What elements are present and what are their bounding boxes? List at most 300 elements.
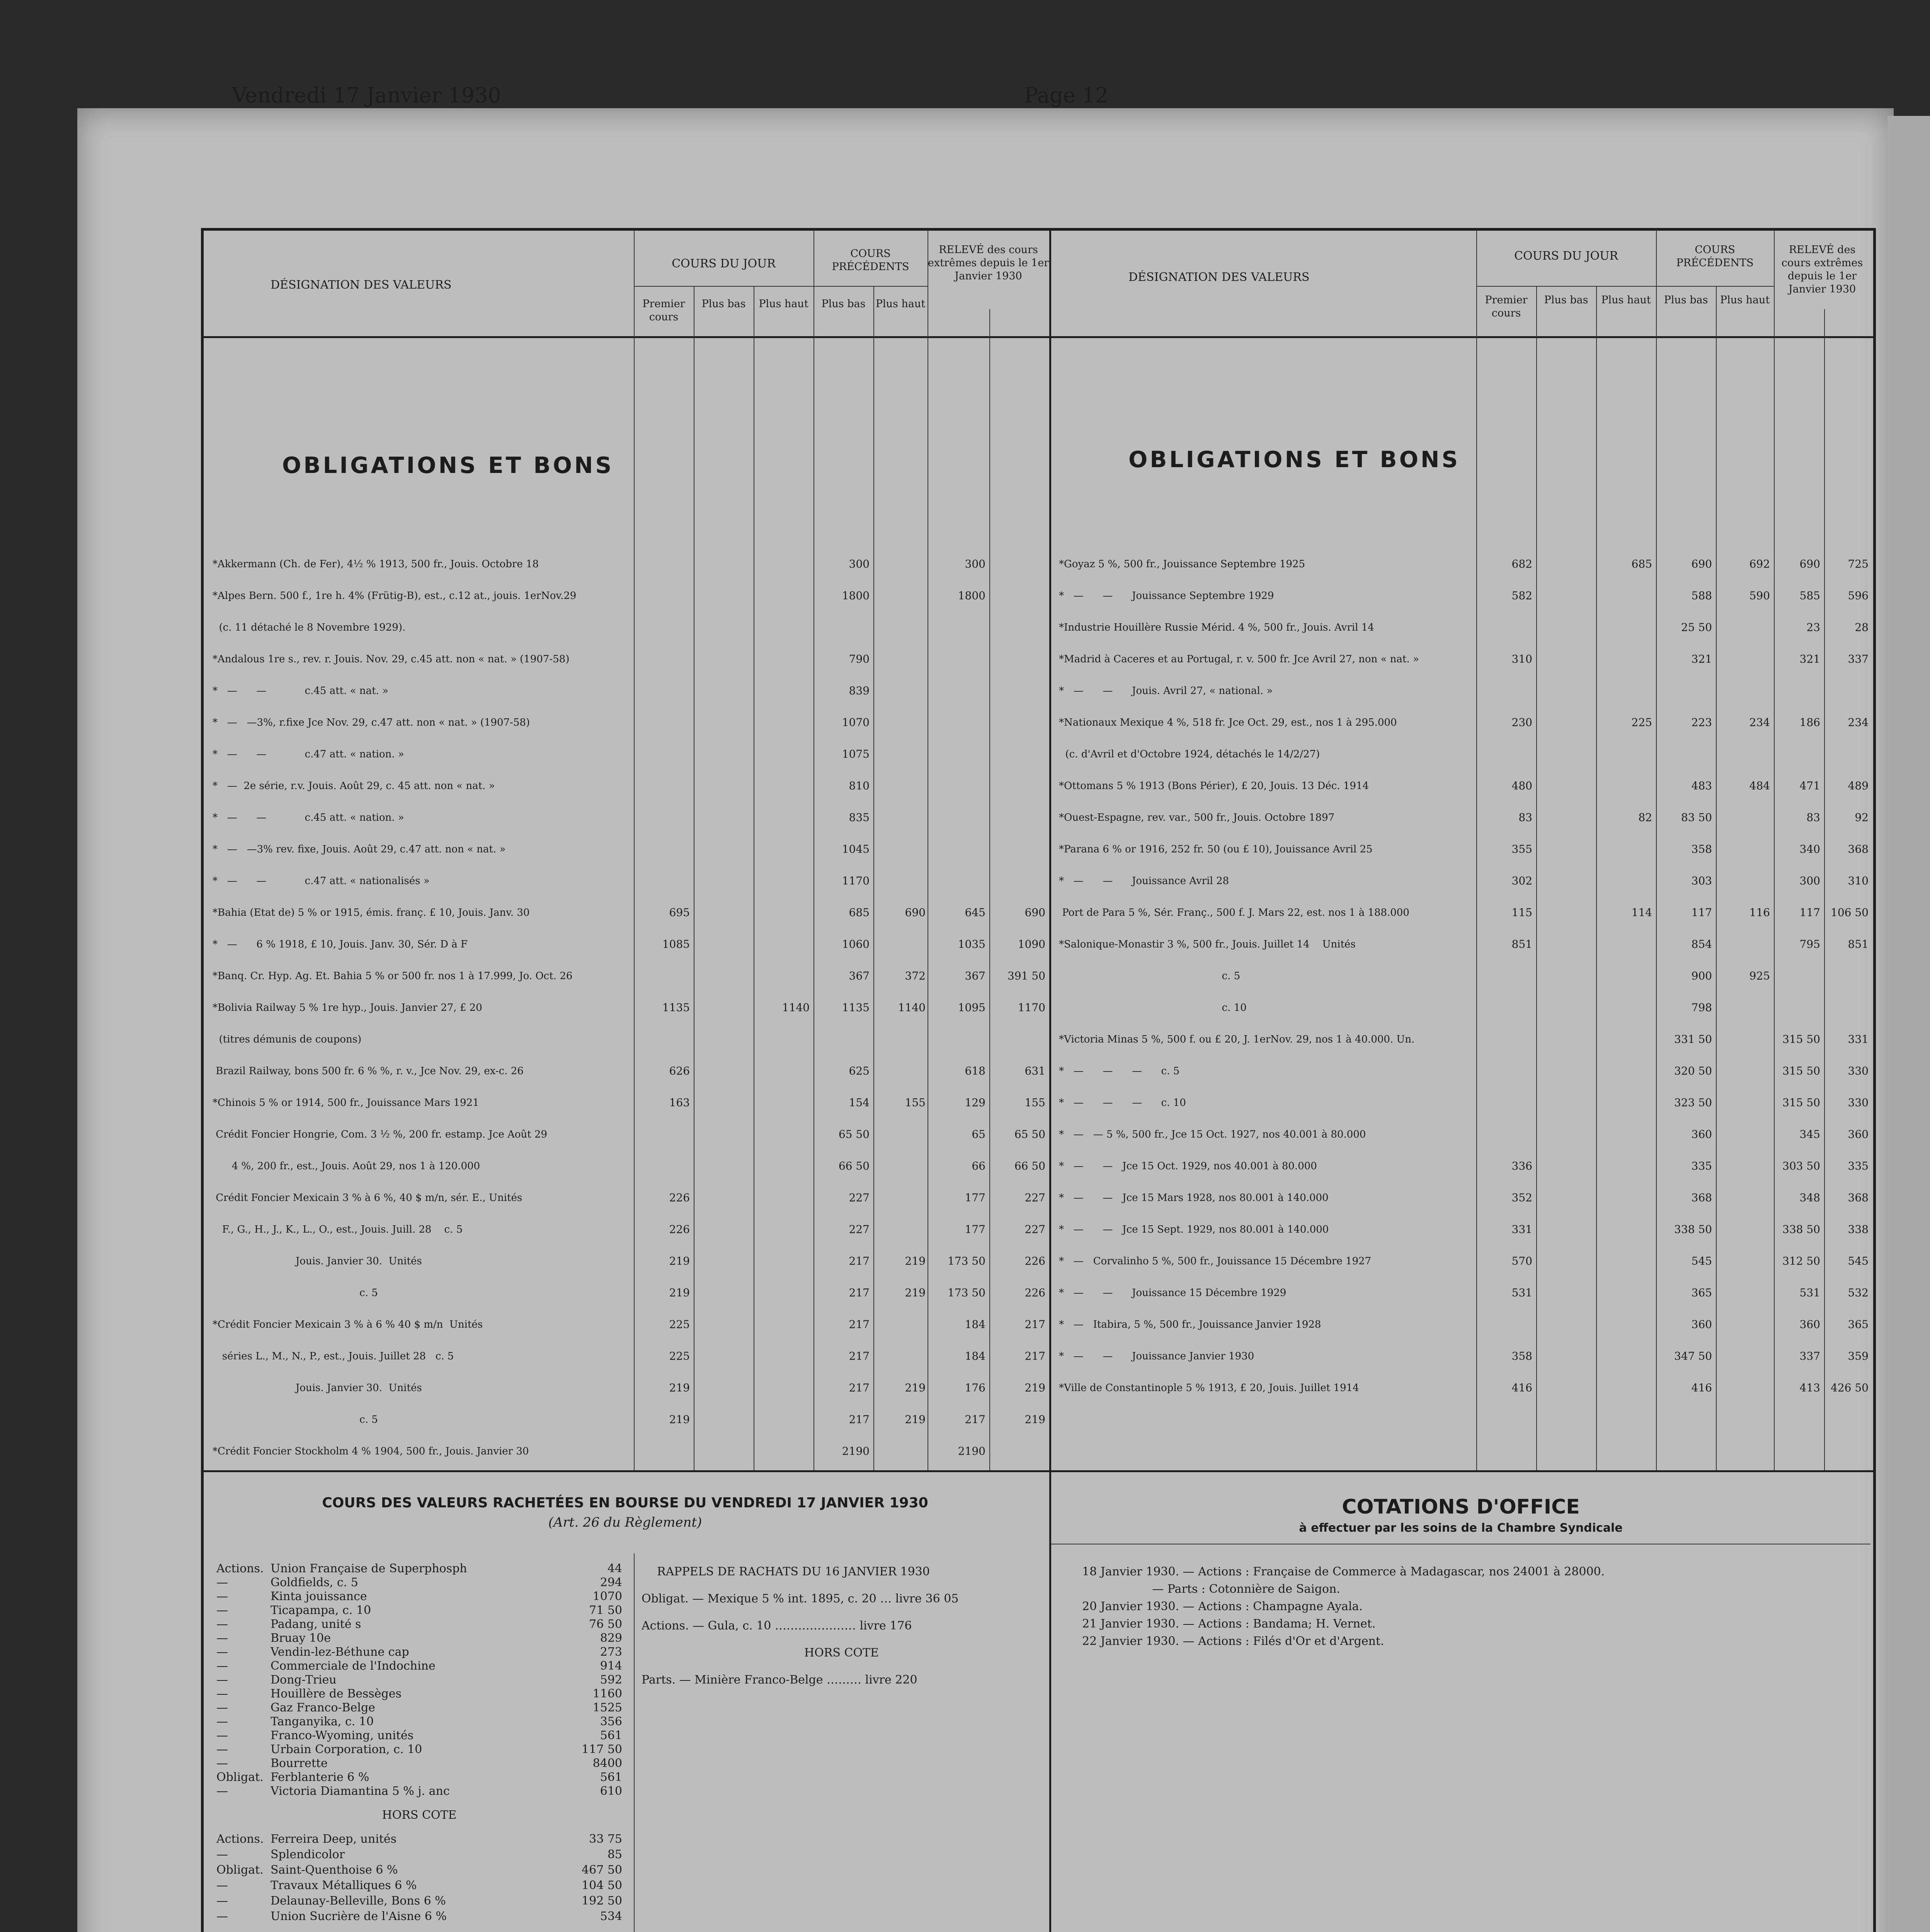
bond-value: 219 xyxy=(905,1286,926,1299)
bond-name: * — 2e série, r.v. Jouis. Août 29, c. 45 att. non « nat. » xyxy=(213,780,495,792)
col-rule xyxy=(989,309,990,1470)
bond-value: 115 xyxy=(1511,906,1532,919)
hors-cote-title: HORS COTE xyxy=(382,1808,457,1822)
rachat-kind: Obligat. xyxy=(216,1770,264,1784)
bond-value: 117 xyxy=(1799,906,1820,919)
hors-cote-value: 192 50 xyxy=(582,1894,622,1908)
plus-haut-header: Plus haut xyxy=(759,298,808,310)
bond-value: 725 xyxy=(1848,558,1869,570)
cours-precedents-header: COURS PRÉCÉDENTS xyxy=(1676,244,1754,269)
bond-value: 65 50 xyxy=(1014,1128,1045,1141)
bond-value: 851 xyxy=(1511,938,1532,951)
bond-value: 225 xyxy=(669,1350,690,1362)
rachat-kind: — xyxy=(216,1673,228,1687)
rachat-kind: — xyxy=(216,1645,228,1659)
bond-value: 177 xyxy=(965,1223,985,1236)
rachat-value: 561 xyxy=(600,1770,622,1784)
bond-value: 835 xyxy=(849,811,870,824)
bond-value: 1060 xyxy=(842,938,870,951)
bond-value: 545 xyxy=(1691,1255,1712,1267)
bond-name: Jouis. Janvier 30. Unités xyxy=(213,1382,422,1394)
rachat-value: 117 50 xyxy=(582,1743,622,1756)
bond-value: 337 xyxy=(1848,653,1869,665)
bond-name: * — — Jouissance Janvier 1930 xyxy=(1059,1350,1254,1362)
plus-haut-header: Plus haut xyxy=(875,298,926,310)
cours-precedents-header: COURS PRÉCÉDENTS xyxy=(832,248,909,273)
plus-bas-header: Plus bas xyxy=(701,298,746,310)
cotation-line: 20 Janvier 1930. — Actions : Champagne Ayala. xyxy=(1082,1600,1363,1613)
rachetees-subtitle: (Art. 26 du Règlement) xyxy=(548,1515,702,1530)
bond-name: * — — c.47 att. « nationalisés » xyxy=(213,875,430,887)
hors-cote-name: Ferreira Deep, unités xyxy=(271,1832,397,1846)
designation-header: DÉSIGNATION DES VALEURS xyxy=(1128,270,1310,284)
bond-value: 368 xyxy=(1691,1191,1712,1204)
bond-value: 682 xyxy=(1511,558,1532,570)
bond-value: 163 xyxy=(669,1096,690,1109)
bond-value: 116 xyxy=(1749,906,1770,919)
bond-name: * — — 5 %, 500 fr., Jce 15 Oct. 1927, nos 40.001 à 80.000 xyxy=(1059,1129,1366,1140)
bond-value: 226 xyxy=(669,1191,690,1204)
premier-cours-header: Premier cours xyxy=(1485,294,1528,319)
bond-name: *Salonique-Monastir 3 %, 500 fr., Jouis. Juillet 14 Unités xyxy=(1059,939,1356,950)
bond-name: * — Itabira, 5 %, 500 fr., Jouissance Janvier 1928 xyxy=(1059,1319,1321,1330)
bond-value: 226 xyxy=(1025,1286,1045,1299)
bond-name: Crédit Foncier Mexicain 3 % à 6 %, 40 $ m/n, sér. E., Unités xyxy=(213,1192,522,1204)
bond-name: * — — Jouissance 15 Décembre 1929 xyxy=(1059,1287,1287,1299)
bond-value: 368 xyxy=(1848,843,1869,855)
bond-name: *Parana 6 % or 1916, 252 fr. 50 (ou £ 10), Jouissance Avril 25 xyxy=(1059,844,1373,855)
hors-cote-kind: — xyxy=(216,1910,228,1923)
rappel-rachat-line: Actions. — Gula, c. 10 ………………… livre 176 xyxy=(642,1619,912,1633)
bond-value: 219 xyxy=(905,1381,926,1394)
bond-value: 585 xyxy=(1799,589,1820,602)
cotations-subtitle: à effectuer par les soins de la Chambre Syndicale xyxy=(1299,1521,1623,1535)
bond-value: 66 50 xyxy=(838,1160,870,1172)
bond-name: (titres démunis de coupons) xyxy=(213,1034,362,1045)
rachat-name: Padang, unité s xyxy=(271,1617,361,1631)
bond-name: *Nationaux Mexique 4 %, 518 fr. Jce Oct. 29, est., nos 1 à 295.000 xyxy=(1059,717,1397,728)
bond-name: * — — Jce 15 Oct. 1929, nos 40.001 à 80.000 xyxy=(1059,1160,1317,1172)
bond-value: 217 xyxy=(965,1413,985,1426)
bond-value: 310 xyxy=(1511,653,1532,665)
bond-value: 359 xyxy=(1848,1350,1869,1362)
bond-value: 28 xyxy=(1855,621,1869,634)
bond-value: 626 xyxy=(669,1065,690,1077)
bond-value: 227 xyxy=(1025,1191,1045,1204)
bond-value: 531 xyxy=(1799,1286,1820,1299)
bond-value: 217 xyxy=(849,1318,870,1331)
bond-value: 65 xyxy=(972,1128,985,1141)
bond-value: 217 xyxy=(849,1413,870,1426)
bond-name: c. 5 xyxy=(1059,970,1241,982)
bond-value: 1135 xyxy=(662,1001,690,1014)
bond-value: 23 xyxy=(1806,621,1820,634)
rachat-name: Bourrette xyxy=(271,1757,328,1770)
bond-value: 810 xyxy=(849,779,870,792)
bond-value: 413 xyxy=(1799,1381,1820,1394)
bond-value: 106 50 xyxy=(1831,906,1869,919)
rachat-name: Kinta jouissance xyxy=(271,1590,367,1603)
col-rule xyxy=(1716,286,1717,1470)
hors-cote-kind: — xyxy=(216,1894,228,1908)
bond-value: 336 xyxy=(1511,1160,1532,1172)
bond-value: 690 xyxy=(1799,558,1820,570)
bond-value: 219 xyxy=(1025,1413,1045,1426)
bond-name: * — — Jouissance Avril 28 xyxy=(1059,875,1229,887)
bond-value: 219 xyxy=(669,1286,690,1299)
bond-value: 367 xyxy=(965,969,985,982)
bond-value: 303 50 xyxy=(1782,1160,1820,1172)
bond-value: 347 50 xyxy=(1674,1350,1712,1362)
rachat-kind: — xyxy=(216,1757,228,1770)
bond-value: 368 xyxy=(1848,1191,1869,1204)
bond-value: 1140 xyxy=(898,1001,926,1014)
bond-value: 695 xyxy=(669,906,690,919)
bond-value: 338 50 xyxy=(1674,1223,1712,1236)
cotation-line: 18 Janvier 1930. — Actions : Française de Commerce à Madagascar, nos 24001 à 28000. xyxy=(1082,1565,1605,1578)
bond-value: 300 xyxy=(965,558,985,570)
bond-name: (c. 11 détaché le 8 Novembre 1929). xyxy=(213,622,406,633)
bond-value: 300 xyxy=(1799,874,1820,887)
rachat-value: 1070 xyxy=(592,1590,622,1603)
rachat-kind: — xyxy=(216,1729,228,1742)
bond-name: * — —3% rev. fixe, Jouis. Août 29, c.47 att. non « nat. » xyxy=(213,844,506,855)
bond-value: 227 xyxy=(1025,1223,1045,1236)
bond-value: 154 xyxy=(849,1096,870,1109)
rachat-name: Gaz Franco-Belge xyxy=(271,1701,375,1714)
bond-value: 225 xyxy=(1631,716,1652,729)
bond-name: *Bahia (Etat de) 5 % or 1915, émis. franç. £ 10, Jouis. Janv. 30 xyxy=(213,907,530,918)
rappel-hc-line: Parts. — Minière Franco-Belge ……… livre 220 xyxy=(642,1673,917,1687)
hors-cote-kind: Actions. xyxy=(216,1832,264,1846)
rachat-kind: — xyxy=(216,1604,228,1617)
bond-value: 532 xyxy=(1848,1286,1869,1299)
rachat-value: 273 xyxy=(600,1645,622,1659)
section-rule-1 xyxy=(201,1470,1873,1472)
rachat-value: 294 xyxy=(600,1576,622,1589)
bond-value: 227 xyxy=(849,1191,870,1204)
bond-name: *Crédit Foncier Stockholm 4 % 1904, 500 fr., Jouis. Janvier 30 xyxy=(213,1446,529,1457)
bond-value: 82 xyxy=(1638,811,1652,824)
rachat-kind: — xyxy=(216,1715,228,1728)
bond-value: 2190 xyxy=(842,1445,870,1458)
rachat-value: 561 xyxy=(600,1729,622,1742)
header-rule xyxy=(201,336,1873,338)
bond-value: 226 xyxy=(1025,1255,1045,1267)
hors-cote-name: Saint-Quenthoise 6 % xyxy=(271,1863,398,1877)
bond-value: 925 xyxy=(1749,969,1770,982)
subhead-rule xyxy=(634,286,928,287)
col-rule xyxy=(1774,230,1775,1470)
bond-value: 217 xyxy=(849,1350,870,1362)
bond-name: * — — Jouissance Septembre 1929 xyxy=(1059,590,1274,602)
cotations-title: COTATIONS D'OFFICE xyxy=(1342,1495,1580,1519)
bond-name: Crédit Foncier Hongrie, Com. 3 ½ %, 200 fr. estamp. Jce Août 29 xyxy=(213,1129,547,1140)
bond-name: *Banq. Cr. Hyp. Ag. Et. Bahia 5 % or 500 fr. nos 1 à 17.999, Jo. Oct. 26 xyxy=(213,970,573,982)
bond-value: 217 xyxy=(849,1286,870,1299)
bond-value: 66 50 xyxy=(1014,1160,1045,1172)
page-number: Page 12 xyxy=(1024,83,1109,107)
bond-value: 1170 xyxy=(842,874,870,887)
bond-value: 690 xyxy=(905,906,926,919)
rachat-name: Tanganyika, c. 10 xyxy=(271,1715,374,1728)
bond-name: c. 5 xyxy=(213,1414,378,1425)
bond-name: *Madrid à Caceres et au Portugal, r. v. 500 fr. Jce Avril 27, non « nat. » xyxy=(1059,653,1419,665)
bond-value: 184 xyxy=(965,1350,985,1362)
bond-name: 4 %, 200 fr., est., Jouis. Août 29, nos 1 à 120.000 xyxy=(213,1160,480,1172)
rachat-kind: — xyxy=(216,1659,228,1673)
bond-value: 219 xyxy=(669,1381,690,1394)
bond-value: 335 xyxy=(1691,1160,1712,1172)
bond-value: 217 xyxy=(1025,1318,1045,1331)
plus-bas-header: Plus bas xyxy=(1664,294,1708,306)
bond-value: 1800 xyxy=(842,589,870,602)
center-divider-2 xyxy=(1049,1472,1051,1932)
bond-name: *Crédit Foncier Mexicain 3 % à 6 % 40 $ m/n Unités xyxy=(213,1319,483,1330)
bond-value: 480 xyxy=(1511,779,1532,792)
rachat-value: 8400 xyxy=(592,1757,622,1770)
bond-value: 360 xyxy=(1691,1318,1712,1331)
bond-value: 234 xyxy=(1749,716,1770,729)
bond-value: 1095 xyxy=(958,1001,985,1014)
bond-value: 416 xyxy=(1511,1381,1532,1394)
bond-name: c. 10 xyxy=(1059,1002,1247,1014)
bond-value: 303 xyxy=(1691,874,1712,887)
hors-cote-kind: Obligat. xyxy=(216,1863,264,1877)
bond-value: 588 xyxy=(1691,589,1712,602)
rachat-name: Union Française de Superphosph xyxy=(271,1562,467,1575)
bond-value: 315 50 xyxy=(1782,1065,1820,1077)
subhead-rule xyxy=(1476,286,1774,287)
bond-value: 219 xyxy=(905,1413,926,1426)
hors-cote-value: 104 50 xyxy=(582,1879,622,1892)
bond-value: 315 50 xyxy=(1782,1096,1820,1109)
bond-value: 1800 xyxy=(958,589,985,602)
rappels-hors-cote-title: HORS COTE xyxy=(804,1646,879,1660)
bond-value: 1070 xyxy=(842,716,870,729)
bond-value: 65 50 xyxy=(838,1128,870,1141)
cotation-line: 22 Janvier 1930. — Actions : Filés d'Or et d'Argent. xyxy=(1082,1634,1384,1648)
plus-bas-header: Plus bas xyxy=(1544,294,1588,306)
bond-value: 219 xyxy=(905,1255,926,1267)
bond-value: 1085 xyxy=(662,938,690,951)
bond-value: 173 50 xyxy=(948,1286,985,1299)
hors-cote-value: 33 75 xyxy=(589,1832,622,1846)
hors-cote-kind: — xyxy=(216,1879,228,1892)
bond-value: 348 xyxy=(1799,1191,1820,1204)
bond-value: 173 50 xyxy=(948,1255,985,1267)
bond-value: 321 xyxy=(1691,653,1712,665)
releve-header: RELEVÉ des cours extrêmes depuis le 1er Janvier 1930 xyxy=(928,244,1049,282)
bond-value: 1045 xyxy=(842,843,870,855)
bond-value: 184 xyxy=(965,1318,985,1331)
bond-value: 690 xyxy=(1691,558,1712,570)
bond-value: 795 xyxy=(1799,938,1820,951)
bond-value: 320 50 xyxy=(1674,1065,1712,1077)
bond-value: 471 xyxy=(1799,779,1820,792)
rachat-kind: — xyxy=(216,1590,228,1603)
bond-value: 352 xyxy=(1511,1191,1532,1204)
bond-value: 230 xyxy=(1511,716,1532,729)
rachat-value: 610 xyxy=(600,1784,622,1798)
rachat-value: 1525 xyxy=(592,1701,622,1714)
bond-name: * — —3%, r.fixe Jce Nov. 29, c.47 att. non « nat. » (1907-58) xyxy=(213,717,530,728)
bond-value: 114 xyxy=(1631,906,1652,919)
rachat-name: Bruay 10e xyxy=(271,1631,331,1645)
bond-value: 692 xyxy=(1749,558,1770,570)
rachat-name: Houillère de Bessèges xyxy=(271,1687,402,1701)
bond-name: *Akkermann (Ch. de Fer), 4½ % 1913, 500 fr., Jouis. Octobre 18 xyxy=(213,558,539,570)
bond-name: *Alpes Bern. 500 f., 1re h. 4% (Frütig-B), est., c.12 at., jouis. 1erNov.29 xyxy=(213,590,577,602)
bond-name: c. 5 xyxy=(213,1287,378,1299)
bond-value: 545 xyxy=(1848,1255,1869,1267)
bond-value: 227 xyxy=(849,1223,870,1236)
bond-value: 790 xyxy=(849,653,870,665)
bond-name: * — — c.47 att. « nation. » xyxy=(213,748,404,760)
cours-du-jour-header: COURS DU JOUR xyxy=(1514,249,1618,263)
rachat-name: Ticapampa, c. 10 xyxy=(271,1604,371,1617)
bond-value: 155 xyxy=(905,1096,926,1109)
bond-value: 338 50 xyxy=(1782,1223,1820,1236)
bond-value: 321 xyxy=(1799,653,1820,665)
hors-cote-name: Union Sucrière de l'Aisne 6 % xyxy=(271,1910,447,1923)
bond-value: 618 xyxy=(965,1065,985,1077)
bond-value: 416 xyxy=(1691,1381,1712,1394)
bond-value: 489 xyxy=(1848,779,1869,792)
bond-value: 155 xyxy=(1025,1096,1045,1109)
bond-value: 331 xyxy=(1511,1223,1532,1236)
designation-header: DÉSIGNATION DES VALEURS xyxy=(271,278,452,292)
next-page-edge xyxy=(1887,116,1930,1932)
bond-value: 219 xyxy=(669,1255,690,1267)
rachat-value: 76 50 xyxy=(589,1617,622,1631)
rachat-kind: — xyxy=(216,1784,228,1798)
rachat-name: Victoria Diamantina 5 % j. anc xyxy=(271,1784,450,1798)
bond-name: *Industrie Houillère Russie Mérid. 4 %, 500 fr., Jouis. Avril 14 xyxy=(1059,622,1374,633)
hors-cote-name: Travaux Métalliques 6 % xyxy=(271,1879,417,1892)
page-date: Vendredi 17 Janvier 1930 xyxy=(232,83,501,107)
bond-value: 129 xyxy=(965,1096,985,1109)
bond-value: 484 xyxy=(1749,779,1770,792)
rachat-kind: — xyxy=(216,1576,228,1589)
bond-name: Port de Para 5 %, Sér. Franç., 500 f. J. Mars 22, est. nos 1 à 188.000 xyxy=(1059,907,1409,918)
bond-value: 310 xyxy=(1848,874,1869,887)
rachat-kind: — xyxy=(216,1631,228,1645)
bond-value: 83 xyxy=(1518,811,1532,824)
bond-value: 223 xyxy=(1691,716,1712,729)
bond-value: 1140 xyxy=(782,1001,810,1014)
cours-du-jour-header: COURS DU JOUR xyxy=(672,257,776,270)
bond-value: 83 50 xyxy=(1681,811,1712,824)
bond-name: * — — c.45 att. « nation. » xyxy=(213,812,404,823)
rachat-kind: — xyxy=(216,1687,228,1701)
bond-name: *Andalous 1re s., rev. r. Jouis. Nov. 29, c.45 att. non « nat. » (1907-58) xyxy=(213,653,570,665)
hors-cote-value: 85 xyxy=(607,1848,622,1861)
hors-cote-name: Splendicolor xyxy=(271,1848,345,1861)
bond-value: 355 xyxy=(1511,843,1532,855)
bond-value: 345 xyxy=(1799,1128,1820,1141)
plus-bas-header: Plus bas xyxy=(821,298,866,310)
bond-value: 360 xyxy=(1691,1128,1712,1141)
rachat-kind: Actions. xyxy=(216,1562,264,1575)
rachat-value: 1160 xyxy=(592,1687,622,1701)
bond-value: 217 xyxy=(849,1255,870,1267)
bond-value: 176 xyxy=(965,1381,985,1394)
bond-value: 331 xyxy=(1848,1033,1869,1046)
left-section-title: OBLIGATIONS ET BONS xyxy=(282,452,614,478)
bond-value: 685 xyxy=(849,906,870,919)
bond-name: séries L., M., N., P., est., Jouis. Juillet 28 c. 5 xyxy=(213,1350,454,1362)
bond-name: *Goyaz 5 %, 500 fr., Jouissance Septembre 1925 xyxy=(1059,558,1305,570)
bond-name: *Ottomans 5 % 1913 (Bons Périer), £ 20, Jouis. 13 Déc. 1914 xyxy=(1059,780,1369,792)
rachat-kind: — xyxy=(216,1743,228,1756)
rachat-value: 592 xyxy=(600,1673,622,1687)
rachat-value: 71 50 xyxy=(589,1604,622,1617)
bond-value: 2190 xyxy=(958,1445,985,1458)
bond-value: 358 xyxy=(1691,843,1712,855)
bond-value: 631 xyxy=(1025,1065,1045,1077)
rappel-rachat-line: Obligat. — Mexique 5 % int. 1895, c. 20 … livre 36 05 xyxy=(642,1592,959,1605)
hors-cote-value: 467 50 xyxy=(582,1863,622,1877)
rachetees-divider xyxy=(634,1553,635,1932)
bond-value: 531 xyxy=(1511,1286,1532,1299)
rachetees-title: COURS DES VALEURS RACHETÉES EN BOURSE DU VENDREDI 17 JANVIER 1930 xyxy=(322,1495,928,1511)
bond-value: 1135 xyxy=(842,1001,870,1014)
cotation-line: — Parts : Cotonnière de Saigon. xyxy=(1082,1582,1340,1596)
bond-name: *Ville de Constantinople 5 % 1913, £ 20, Jouis. Juillet 1914 xyxy=(1059,1382,1359,1394)
bond-value: 331 50 xyxy=(1674,1033,1712,1046)
bond-name: * — — c.45 att. « nat. » xyxy=(213,685,388,697)
bond-name: Brazil Railway, bons 500 fr. 6 % %, r. v., Jce Nov. 29, ex-c. 26 xyxy=(213,1065,524,1077)
bond-value: 300 xyxy=(849,558,870,570)
rachat-name: Urbain Corporation, c. 10 xyxy=(271,1743,422,1756)
bond-value: 365 xyxy=(1848,1318,1869,1331)
bond-value: 219 xyxy=(1025,1381,1045,1394)
bond-name: * — — Jce 15 Mars 1928, nos 80.001 à 140.000 xyxy=(1059,1192,1329,1204)
rachat-value: 44 xyxy=(607,1562,622,1575)
rachat-name: Ferblanterie 6 % xyxy=(271,1770,369,1784)
bond-value: 217 xyxy=(1025,1350,1045,1362)
col-rule xyxy=(1824,309,1825,1470)
bond-value: 358 xyxy=(1511,1350,1532,1362)
rachat-value: 829 xyxy=(600,1631,622,1645)
bond-value: 312 50 xyxy=(1782,1255,1820,1267)
rachat-kind: — xyxy=(216,1617,228,1631)
bond-name: (c. d'Avril et d'Octobre 1924, détachés le 14/2/27) xyxy=(1059,748,1320,760)
bond-value: 900 xyxy=(1691,969,1712,982)
bond-value: 234 xyxy=(1848,716,1869,729)
bond-value: 839 xyxy=(849,684,870,697)
bond-value: 372 xyxy=(905,969,926,982)
bond-value: 645 xyxy=(965,906,985,919)
bond-value: 625 xyxy=(849,1065,870,1077)
bond-value: 1090 xyxy=(1018,938,1045,951)
bond-name: * — — Jce 15 Sept. 1929, nos 80.001 à 140.000 xyxy=(1059,1224,1329,1235)
premier-cours-header: Premier cours xyxy=(642,298,685,323)
bond-value: 323 50 xyxy=(1674,1096,1712,1109)
bond-name: *Bolivia Railway 5 % 1re hyp., Jouis. Janvier 27, £ 20 xyxy=(213,1002,482,1014)
bond-value: 117 xyxy=(1691,906,1712,919)
bond-value: 25 50 xyxy=(1681,621,1712,634)
bond-value: 1035 xyxy=(958,938,985,951)
cotation-line: 21 Janvier 1930. — Actions : Bandama; H. Vernet. xyxy=(1082,1617,1376,1631)
col-rule xyxy=(1656,230,1657,1470)
bond-value: 570 xyxy=(1511,1255,1532,1267)
bond-value: 360 xyxy=(1799,1318,1820,1331)
bond-value: 360 xyxy=(1848,1128,1869,1141)
bond-value: 83 xyxy=(1806,811,1820,824)
bond-value: 92 xyxy=(1855,811,1869,824)
